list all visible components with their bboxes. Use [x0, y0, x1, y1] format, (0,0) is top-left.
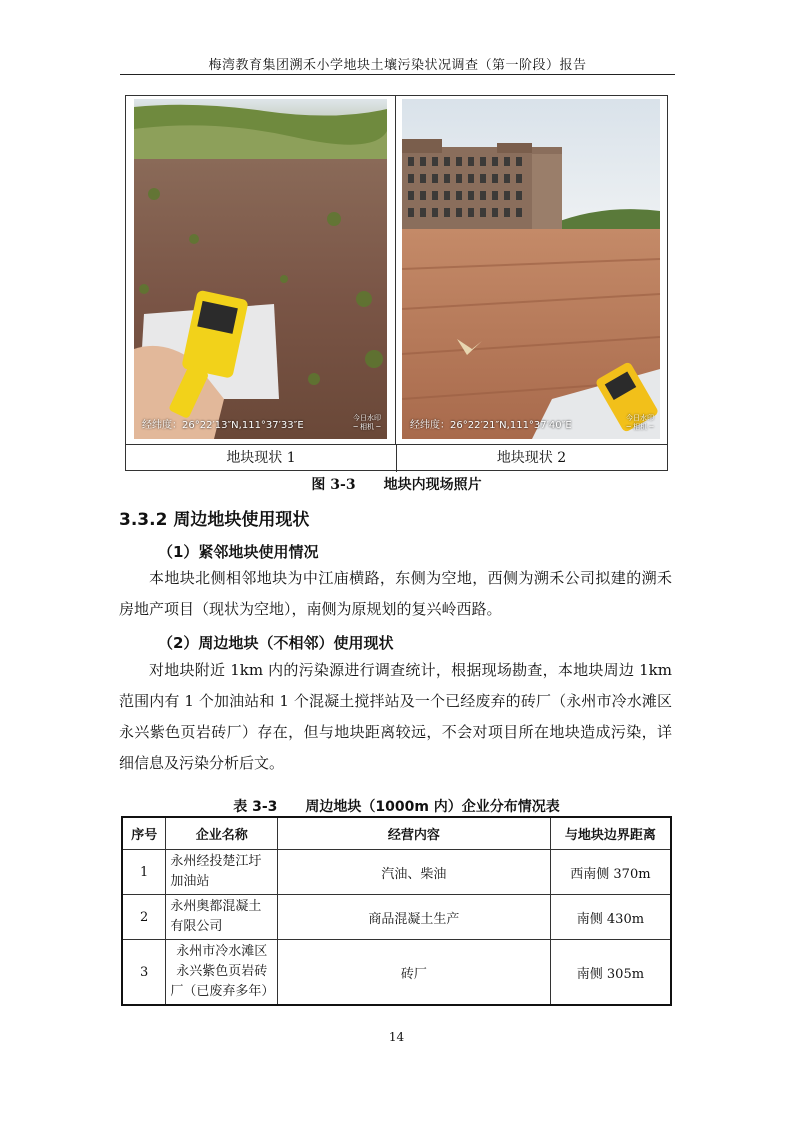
row-number: 2	[122, 895, 166, 940]
table-row	[122, 895, 671, 940]
table-row	[122, 850, 671, 895]
sub-heading-adjacent: （1）紧邻地块使用情况	[158, 543, 319, 561]
enterprise-name: 永州奥都混凝土有限公司	[166, 895, 278, 940]
page-number: 14	[388, 1030, 405, 1044]
sub-heading-non-adjacent: （2）周边地块（不相邻）使用现状	[158, 634, 394, 652]
photo-cell-2	[396, 96, 668, 444]
photo-caption-2: 地块现状 2	[496, 450, 567, 466]
row-number: 1	[122, 850, 166, 895]
watermark-logo: 今日水印 ─ 相机 ─	[626, 414, 654, 431]
enterprise-table	[121, 816, 672, 1006]
boundary-distance: 西南侧 370m	[550, 850, 671, 895]
photo-table	[125, 95, 668, 471]
column-header: 经营内容	[278, 817, 551, 850]
row-number: 3	[122, 940, 166, 1006]
boundary-distance: 南侧 430m	[550, 895, 671, 940]
gps-stamp: 经纬度：26°22′21″N,111°37′40″E	[410, 420, 572, 431]
table-header-row	[122, 817, 671, 850]
paragraph-non-adjacent: 对地块附近 1km 内的污染源进行调查统计，根据现场勘查，本地块周边 1km 范围内有 1 个加油站和 1 个混凝土搅拌站及一个已经废弃的砖厂（永州市冷水滩区永兴紫色页岩砖厂）存在，但与地块距离较远，不会对项目所在地块造成污染，详细信息及污染分析后文。	[119, 661, 672, 772]
photo-caption-row	[126, 444, 667, 472]
section-heading: 3.3.2 周边地块使用现状	[119, 510, 310, 530]
table-title: 表 3-3 周边地块（1000m 内）企业分布情况表	[233, 799, 560, 815]
business-scope: 砖厂	[278, 940, 551, 1006]
gps-stamp: 经纬度：26°22′13″N,111°37′33″E	[142, 420, 304, 431]
column-header: 企业名称	[166, 817, 278, 850]
enterprise-name: 永州市冷水滩区永兴紫色页岩砖厂（已废弃多年）	[166, 940, 278, 1006]
business-scope: 汽油、柴油	[278, 850, 551, 895]
column-header: 序号	[122, 817, 166, 850]
site-photo-2	[402, 99, 660, 439]
boundary-distance: 南侧 305m	[550, 940, 671, 1006]
table-row	[122, 940, 671, 1006]
paragraph-adjacent: 本地块北侧相邻地块为中江庙横路，东侧为空地，西侧为溯禾公司拟建的溯禾房地产项目（现状为空地），南侧为原规划的复兴岭西路。	[119, 569, 672, 618]
page-header: 梅湾教育集团溯禾小学地块土壤污染状况调查（第一阶段）报告	[208, 58, 587, 73]
photo-caption-1: 地块现状 1	[126, 445, 397, 472]
photo-cell-1	[126, 96, 396, 444]
watermark-logo: 今日水印 ─ 相机 ─	[353, 414, 381, 431]
header-divider	[120, 74, 675, 75]
column-header: 与地块边界距离	[550, 817, 671, 850]
site-photo-1	[134, 99, 387, 439]
business-scope: 商品混凝土生产	[278, 895, 551, 940]
figure-caption: 图 3-3 地块内现场照片	[311, 477, 482, 493]
enterprise-name: 永州经投楚江圩加油站	[166, 850, 278, 895]
